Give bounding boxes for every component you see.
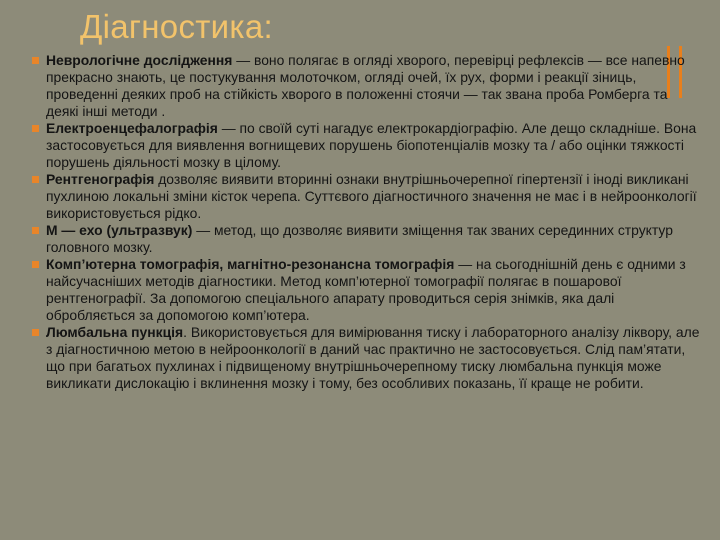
item-term: Люмбальна пункція	[46, 324, 184, 340]
list-item	[32, 52, 700, 120]
bullet-list	[32, 52, 700, 392]
item-term: М — ехо (ультразвук)	[46, 222, 193, 238]
square-bullet-icon	[32, 261, 39, 268]
square-bullet-icon	[32, 329, 39, 336]
slide-title: Діагностика:	[80, 8, 273, 45]
item-text: . Використовується для вимірювання тиску і лабораторного аналізу ліквору, але з діагностичною метою в нейроонкології в даний час практично не застосовується. Слід пам’ятати, що при багатьох пухлинах і підвищеному внутрішньочерепному тиску люмбальна пункція може викликати дислокацію і вклинення мозку і тому, без особливих показань, її краще не робити.	[46, 324, 700, 391]
item-text: — на сьогоднішній день є одними з найсучасніших методів діагностики. Метод комп’ютерної томографії полягає в пошарової рентгенографії. За допомогою спеціального апарату проводиться серія знімків, яка далі обробляється за допомогою комп’ютера.	[46, 256, 686, 323]
square-bullet-icon	[32, 176, 39, 183]
square-bullet-icon	[32, 227, 39, 234]
list-item	[32, 171, 700, 222]
item-term: Рентгенографія	[46, 171, 155, 187]
list-item	[32, 222, 700, 256]
list-item	[32, 120, 700, 171]
item-term: Неврологічне дослідження	[46, 52, 233, 68]
item-text: — по своїй суті нагадує електрокардіографію. Але дещо складніше. Вона застосовується для виявлення вогнищевих порушень біопотенціалів мозку та / або оцінки тяжкості порушень діяльності мозку в цілому.	[46, 120, 697, 170]
item-text: — метод, що дозволяє виявити зміщення так званих серединних структур головного мозку.	[46, 222, 673, 255]
item-term: Електроенцефалографія	[46, 120, 218, 136]
item-term: Комп’ютерна томографія, магнітно-резонансна томографія	[46, 256, 455, 272]
item-text: дозволяє виявити вторинні ознаки внутрішньочерепної гіпертензії і іноді викликані пухлиною локальні зміни кісток черепа. Суттєвого діагностичного значення не має і в нейроонкології використовується рідко.	[46, 171, 697, 221]
square-bullet-icon	[32, 57, 39, 64]
list-item	[32, 324, 700, 392]
item-text: — воно полягає в огляді хворого, перевірці рефлексів — все напевно прекрасно знають, це постукування молоточком, огляді очей, їх рух, форми і реакції зіниць, проведенні деяких проб на стійкість хворого в положенні стоячи — так звана проба Ромберга та деякі інші методи .	[46, 52, 685, 119]
square-bullet-icon	[32, 125, 39, 132]
list-item	[32, 256, 700, 324]
